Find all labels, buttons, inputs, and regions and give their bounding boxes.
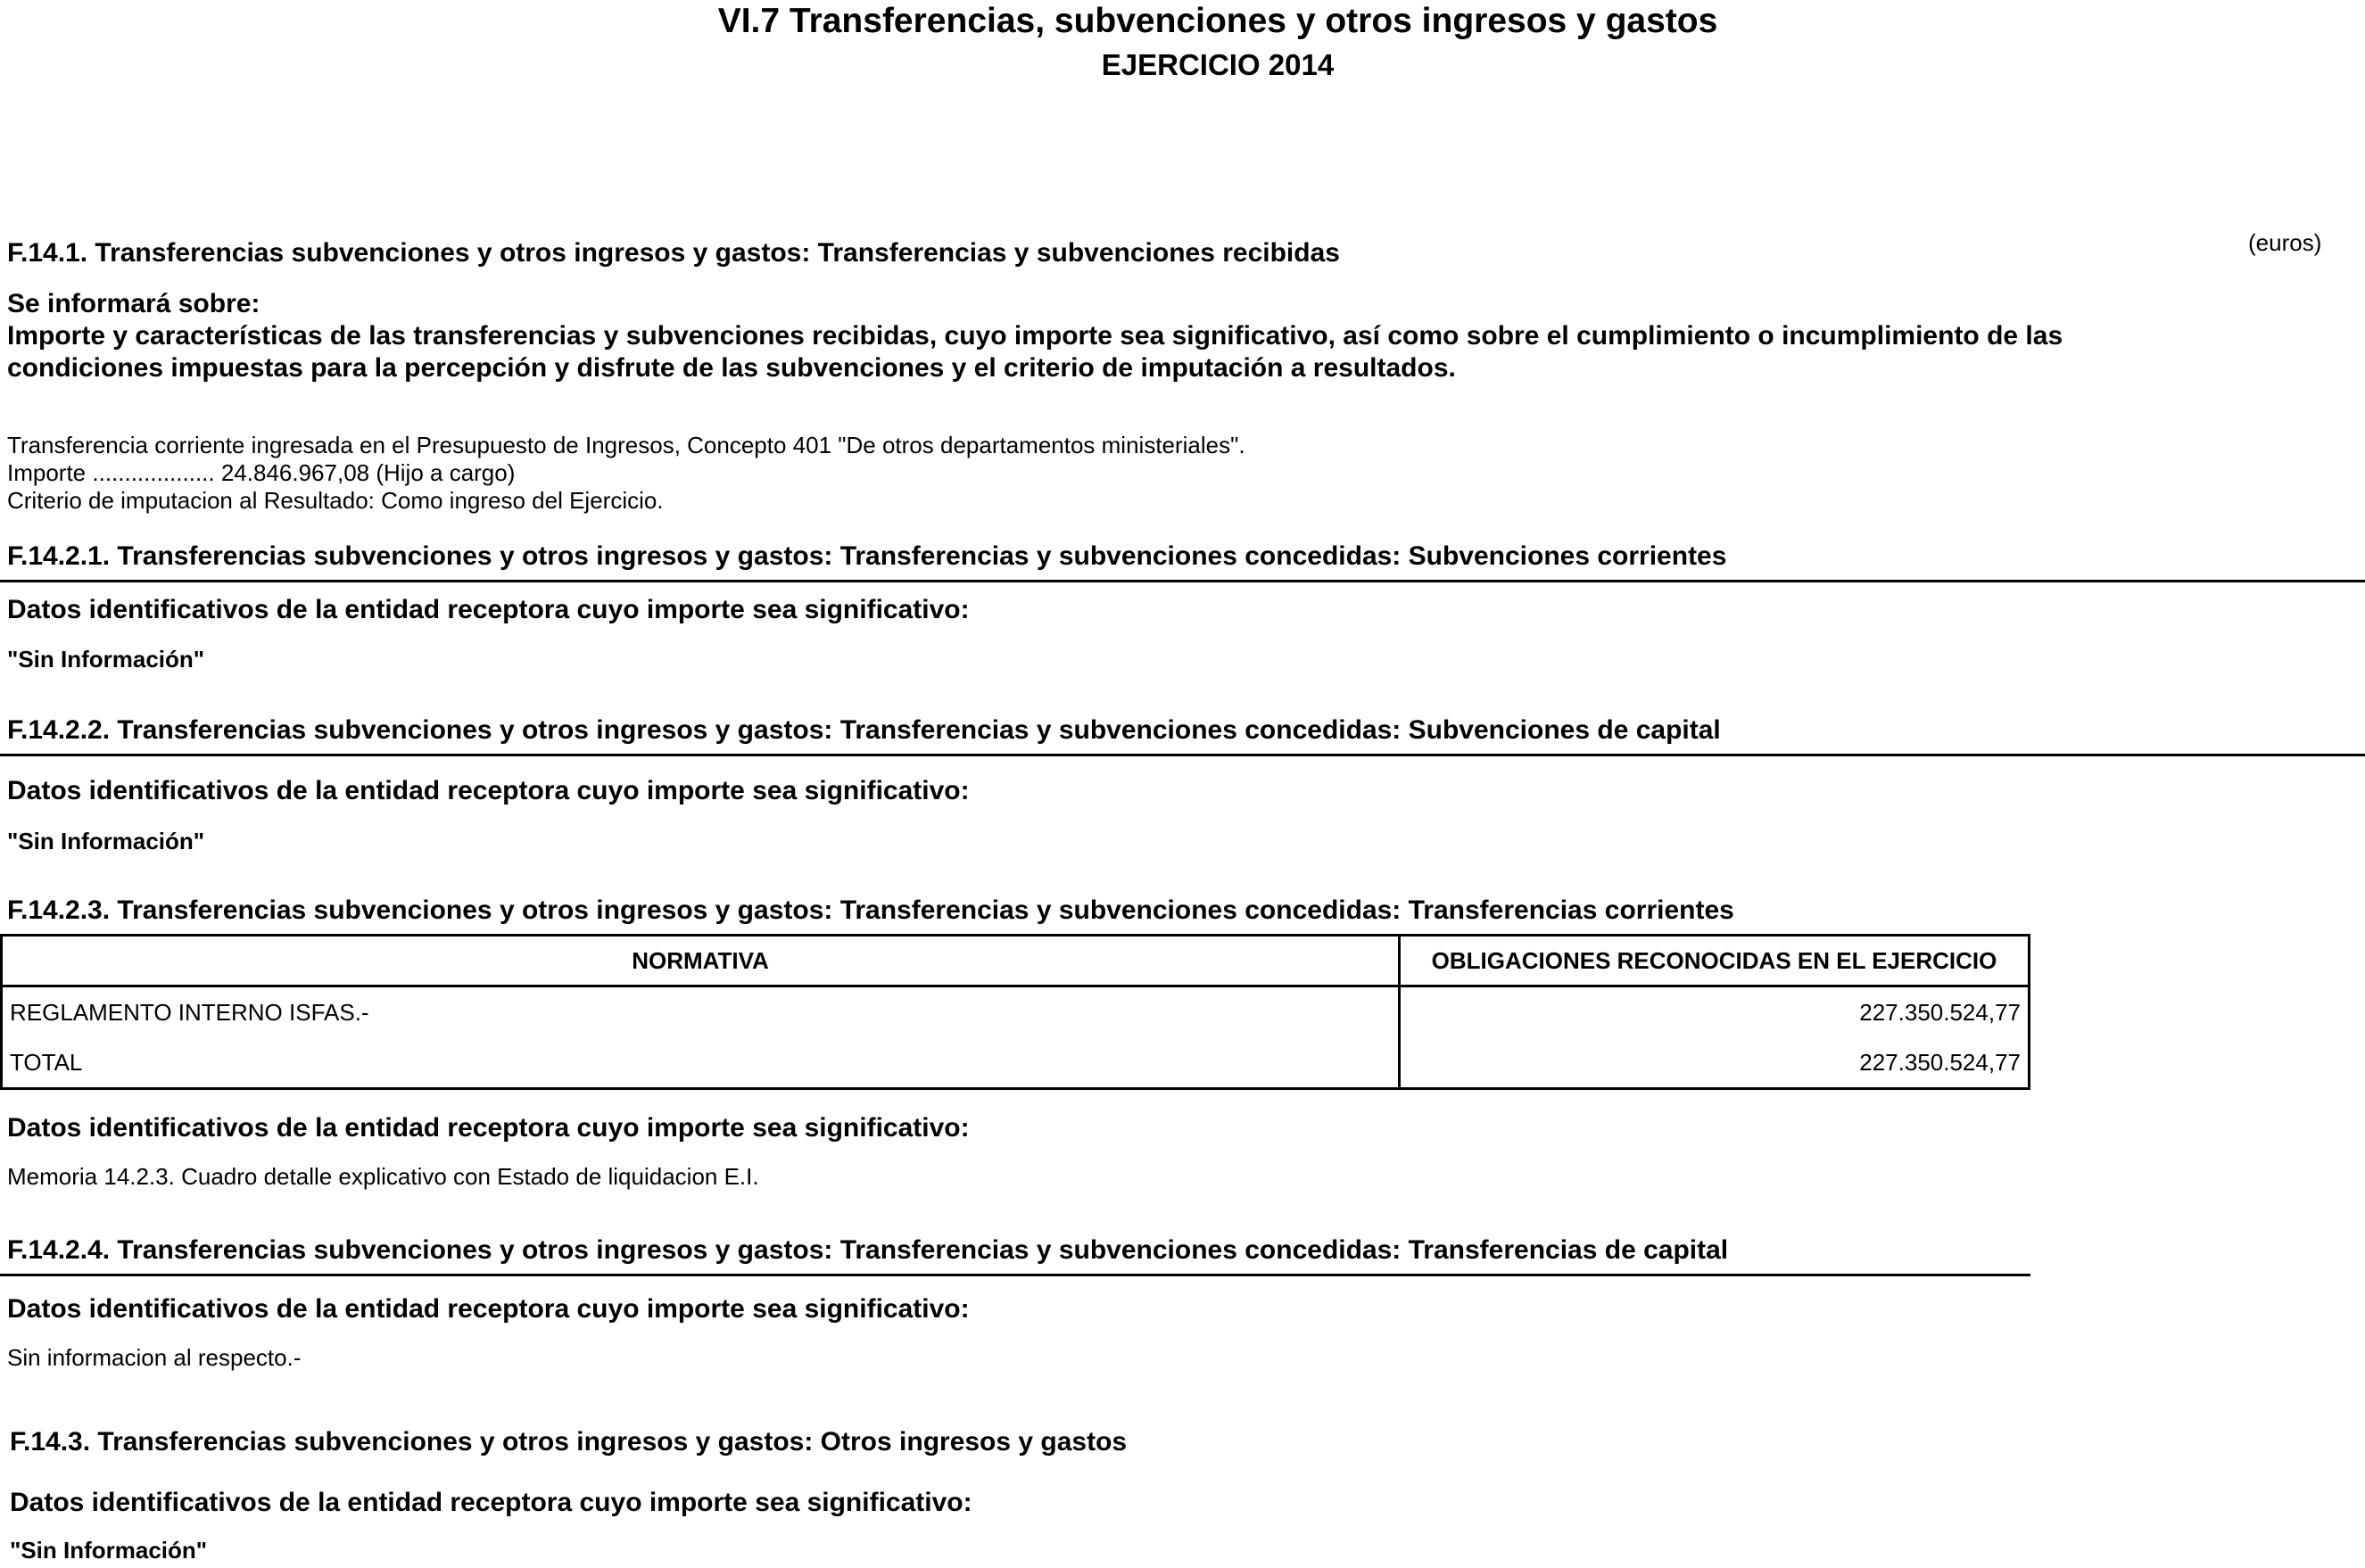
receiver-value: Memoria 14.2.3. Cuadro detalle explicativo con Estado de liquidacion E.I. bbox=[7, 1163, 759, 1190]
section-heading-f1424: F.14.2.4. Transferencias subvenciones y otros ingresos y gastos: Transferencias y subvenciones concedidas: Transferencias de capital bbox=[7, 1235, 1729, 1265]
receiver-label: Datos identificativos de la entidad receptora cuyo importe sea significativo: bbox=[7, 1113, 970, 1143]
inform-label: Se informará sobre: bbox=[7, 289, 260, 318]
receiver-label: Datos identificativos de la entidad receptora cuyo importe sea significativo: bbox=[7, 595, 970, 624]
section-divider bbox=[0, 580, 2365, 582]
section-heading-f1421: F.14.2.1. Transferencias subvenciones y otros ingresos y gastos: Transferencias y subvenciones concedidas: Subvenciones corrientes bbox=[7, 541, 1727, 571]
section-divider bbox=[0, 754, 2365, 756]
receiver-value: "Sin Información" bbox=[10, 1537, 208, 1564]
page-subtitle: EJERCICIO 2014 bbox=[1101, 48, 1335, 81]
column-header-normativa: NORMATIVA bbox=[2, 936, 1400, 986]
inform-text-line1: Importe y características de las transferencias y subvenciones recibidas, cuyo importe sea significativo, así como sobre el cumplimiento o incumplimiento de las bbox=[7, 321, 2063, 351]
cell-normativa: REGLAMENTO INTERNO ISFAS.- bbox=[2, 986, 1400, 1038]
transfer-description: Transferencia corriente ingresada en el Presupuesto de Ingresos, Concepto 401 "De otros departamentos ministeriales". bbox=[7, 432, 1245, 458]
receiver-value: "Sin Información" bbox=[7, 646, 205, 673]
receiver-label: Datos identificativos de la entidad receptora cuyo importe sea significativo: bbox=[7, 1294, 970, 1324]
section-heading-f1422: F.14.2.2. Transferencias subvenciones y otros ingresos y gastos: Transferencias y subvenciones concedidas: Subvenciones de capital bbox=[7, 715, 1721, 745]
table-row bbox=[2, 986, 2030, 1038]
section-heading-f1423: F.14.2.3. Transferencias subvenciones y otros ingresos y gastos: Transferencias y subvenciones concedidas: Transferencias corrientes bbox=[7, 895, 1734, 925]
table-row-total bbox=[2, 1037, 2030, 1089]
cell-importe: 227.350.524,77 bbox=[1400, 986, 2030, 1038]
cell-importe: 227.350.524,77 bbox=[1400, 1037, 2030, 1089]
inform-text-line2: condiciones impuestas para la percepción y disfrute de las subvenciones y el criterio de imputación a resultados. bbox=[7, 353, 1456, 383]
cell-normativa: TOTAL bbox=[2, 1037, 1400, 1089]
receiver-value: "Sin Información" bbox=[7, 828, 205, 854]
section-heading-f141: F.14.1. Transferencias subvenciones y otros ingresos y gastos: Transferencias y subvenciones recibidas bbox=[7, 238, 1340, 268]
section-heading-f143: F.14.3. Transferencias subvenciones y otros ingresos y gastos: Otros ingresos y gastos bbox=[10, 1427, 1128, 1457]
section-divider bbox=[0, 1274, 2030, 1276]
transfer-amount: Importe ................... 24.846.967,08 (Hijo a cargo) bbox=[7, 459, 516, 486]
column-header-obligaciones: OBLIGACIONES RECONOCIDAS EN EL EJERCICIO bbox=[1400, 936, 2030, 986]
receiver-label: Datos identificativos de la entidad receptora cuyo importe sea significativo: bbox=[7, 776, 970, 805]
page-title: VI.7 Transferencias, subvenciones y otros ingresos y gastos bbox=[717, 2, 1718, 40]
imputation-criterion: Criterio de imputacion al Resultado: Como ingreso del Ejercicio. bbox=[7, 487, 664, 514]
receiver-label: Datos identificativos de la entidad receptora cuyo importe sea significativo: bbox=[10, 1488, 972, 1517]
receiver-value: Sin informacion al respecto.- bbox=[7, 1344, 302, 1371]
transfers-table bbox=[0, 934, 2030, 1090]
units-label: (euros) bbox=[2248, 229, 2322, 256]
